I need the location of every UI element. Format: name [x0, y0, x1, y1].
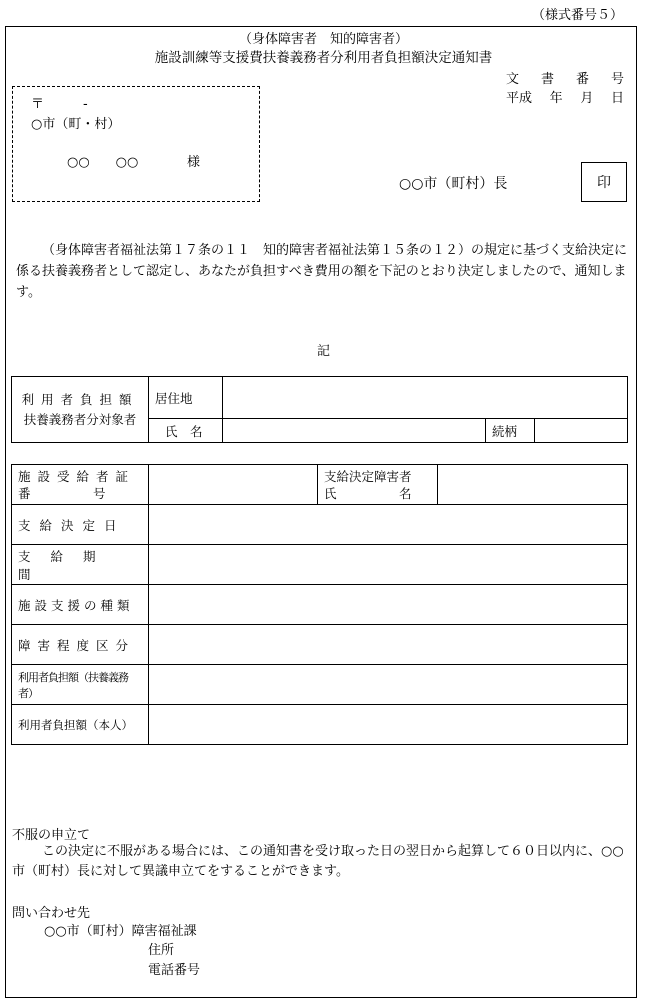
residence-value	[223, 377, 628, 419]
row-label: 利用者負担額（扶養義務者）	[12, 665, 149, 705]
mayor-name: ○○市（町村）長	[399, 176, 508, 192]
row-label: 支給決定日	[12, 505, 149, 545]
doc-number-char: 番	[575, 72, 589, 87]
cert-label-line2: 番 号	[18, 485, 106, 501]
residence-label: 居住地	[149, 377, 223, 419]
target-label-line1: 利用者負担額	[21, 391, 139, 407]
contact-dept: ○○市（町村）障害福祉課	[44, 924, 197, 939]
body-paragraph	[16, 240, 636, 303]
seal-label: 印	[597, 175, 611, 191]
name-value	[223, 419, 486, 443]
address-city: ○市（町・村）	[31, 117, 121, 132]
doc-date-month: 月	[580, 91, 594, 106]
doc-date-year: 年	[549, 91, 563, 106]
disabled-label-line2: 氏 名	[324, 485, 412, 501]
doc-number-char: 文	[506, 72, 520, 87]
row-label: 障害程度区分	[12, 625, 149, 665]
target-label-line2: 扶養義務者分対象者	[23, 411, 137, 427]
name-label: 氏 名	[149, 419, 223, 443]
cert-number-value	[149, 465, 318, 505]
address-box	[12, 86, 260, 202]
contact-phone: 電話番号	[148, 963, 201, 978]
row-value	[149, 665, 628, 705]
page-title: 施設訓練等支援費扶養義務者分利用者負担額決定通知書	[154, 50, 493, 66]
objection-heading: 不服の申立て	[12, 828, 91, 843]
postal-code: 〒 -	[31, 97, 88, 112]
objection-text: この決定に不服がある場合には、この通知書を受け取った日の翌日から起算して６０日以内に、○○市（町村）長に対して異議申立てをすることができます。	[12, 844, 624, 879]
row-value	[149, 625, 628, 665]
target-label-cell	[12, 377, 149, 443]
cert-label-line1: 施設受給者証	[18, 468, 136, 484]
disabled-person-label	[318, 465, 438, 505]
recipient-name: ○○ ○○	[67, 155, 139, 170]
title-subtitle: （身体障害者 知的障害者）	[238, 32, 408, 47]
decision-table	[11, 464, 628, 745]
seal-box	[581, 162, 627, 202]
target-person-table	[11, 376, 628, 443]
row-label: 利用者負担額（本人）	[12, 705, 149, 745]
row-value	[149, 505, 628, 545]
disabled-person-value	[438, 465, 628, 505]
doc-date-label	[506, 87, 624, 106]
ki-heading: 記	[316, 344, 330, 359]
row-value	[149, 545, 628, 585]
row-label: 支給期間	[12, 545, 149, 585]
relation-label: 続柄	[486, 419, 535, 443]
disabled-label-line1: 支給決定障害者	[324, 468, 412, 484]
body-text: （身体障害者福祉法第１７条の１１ 知的障害者福祉法第１５条の１２）の規定に基づく支給決定に係る扶養義務者として認定し、あなたが負担すべき費用の額を下記のとおり決定しましたので、通知します。	[16, 243, 628, 300]
doc-number-char: 書	[540, 72, 554, 87]
doc-number-label	[506, 68, 624, 87]
cert-number-label	[12, 465, 149, 505]
row-value	[149, 585, 628, 625]
doc-number-char: 号	[610, 72, 624, 87]
contact-heading: 問い合わせ先	[12, 906, 91, 921]
relation-value	[535, 419, 628, 443]
row-label: 施設支援の種類	[12, 585, 149, 625]
doc-date-day: 日	[610, 91, 624, 106]
row-value	[149, 705, 628, 745]
recipient-honorific: 様	[187, 155, 201, 170]
form-number: （様式番号５）	[531, 8, 623, 23]
doc-date-era: 平成	[506, 91, 533, 106]
contact-address: 住所	[148, 943, 175, 958]
